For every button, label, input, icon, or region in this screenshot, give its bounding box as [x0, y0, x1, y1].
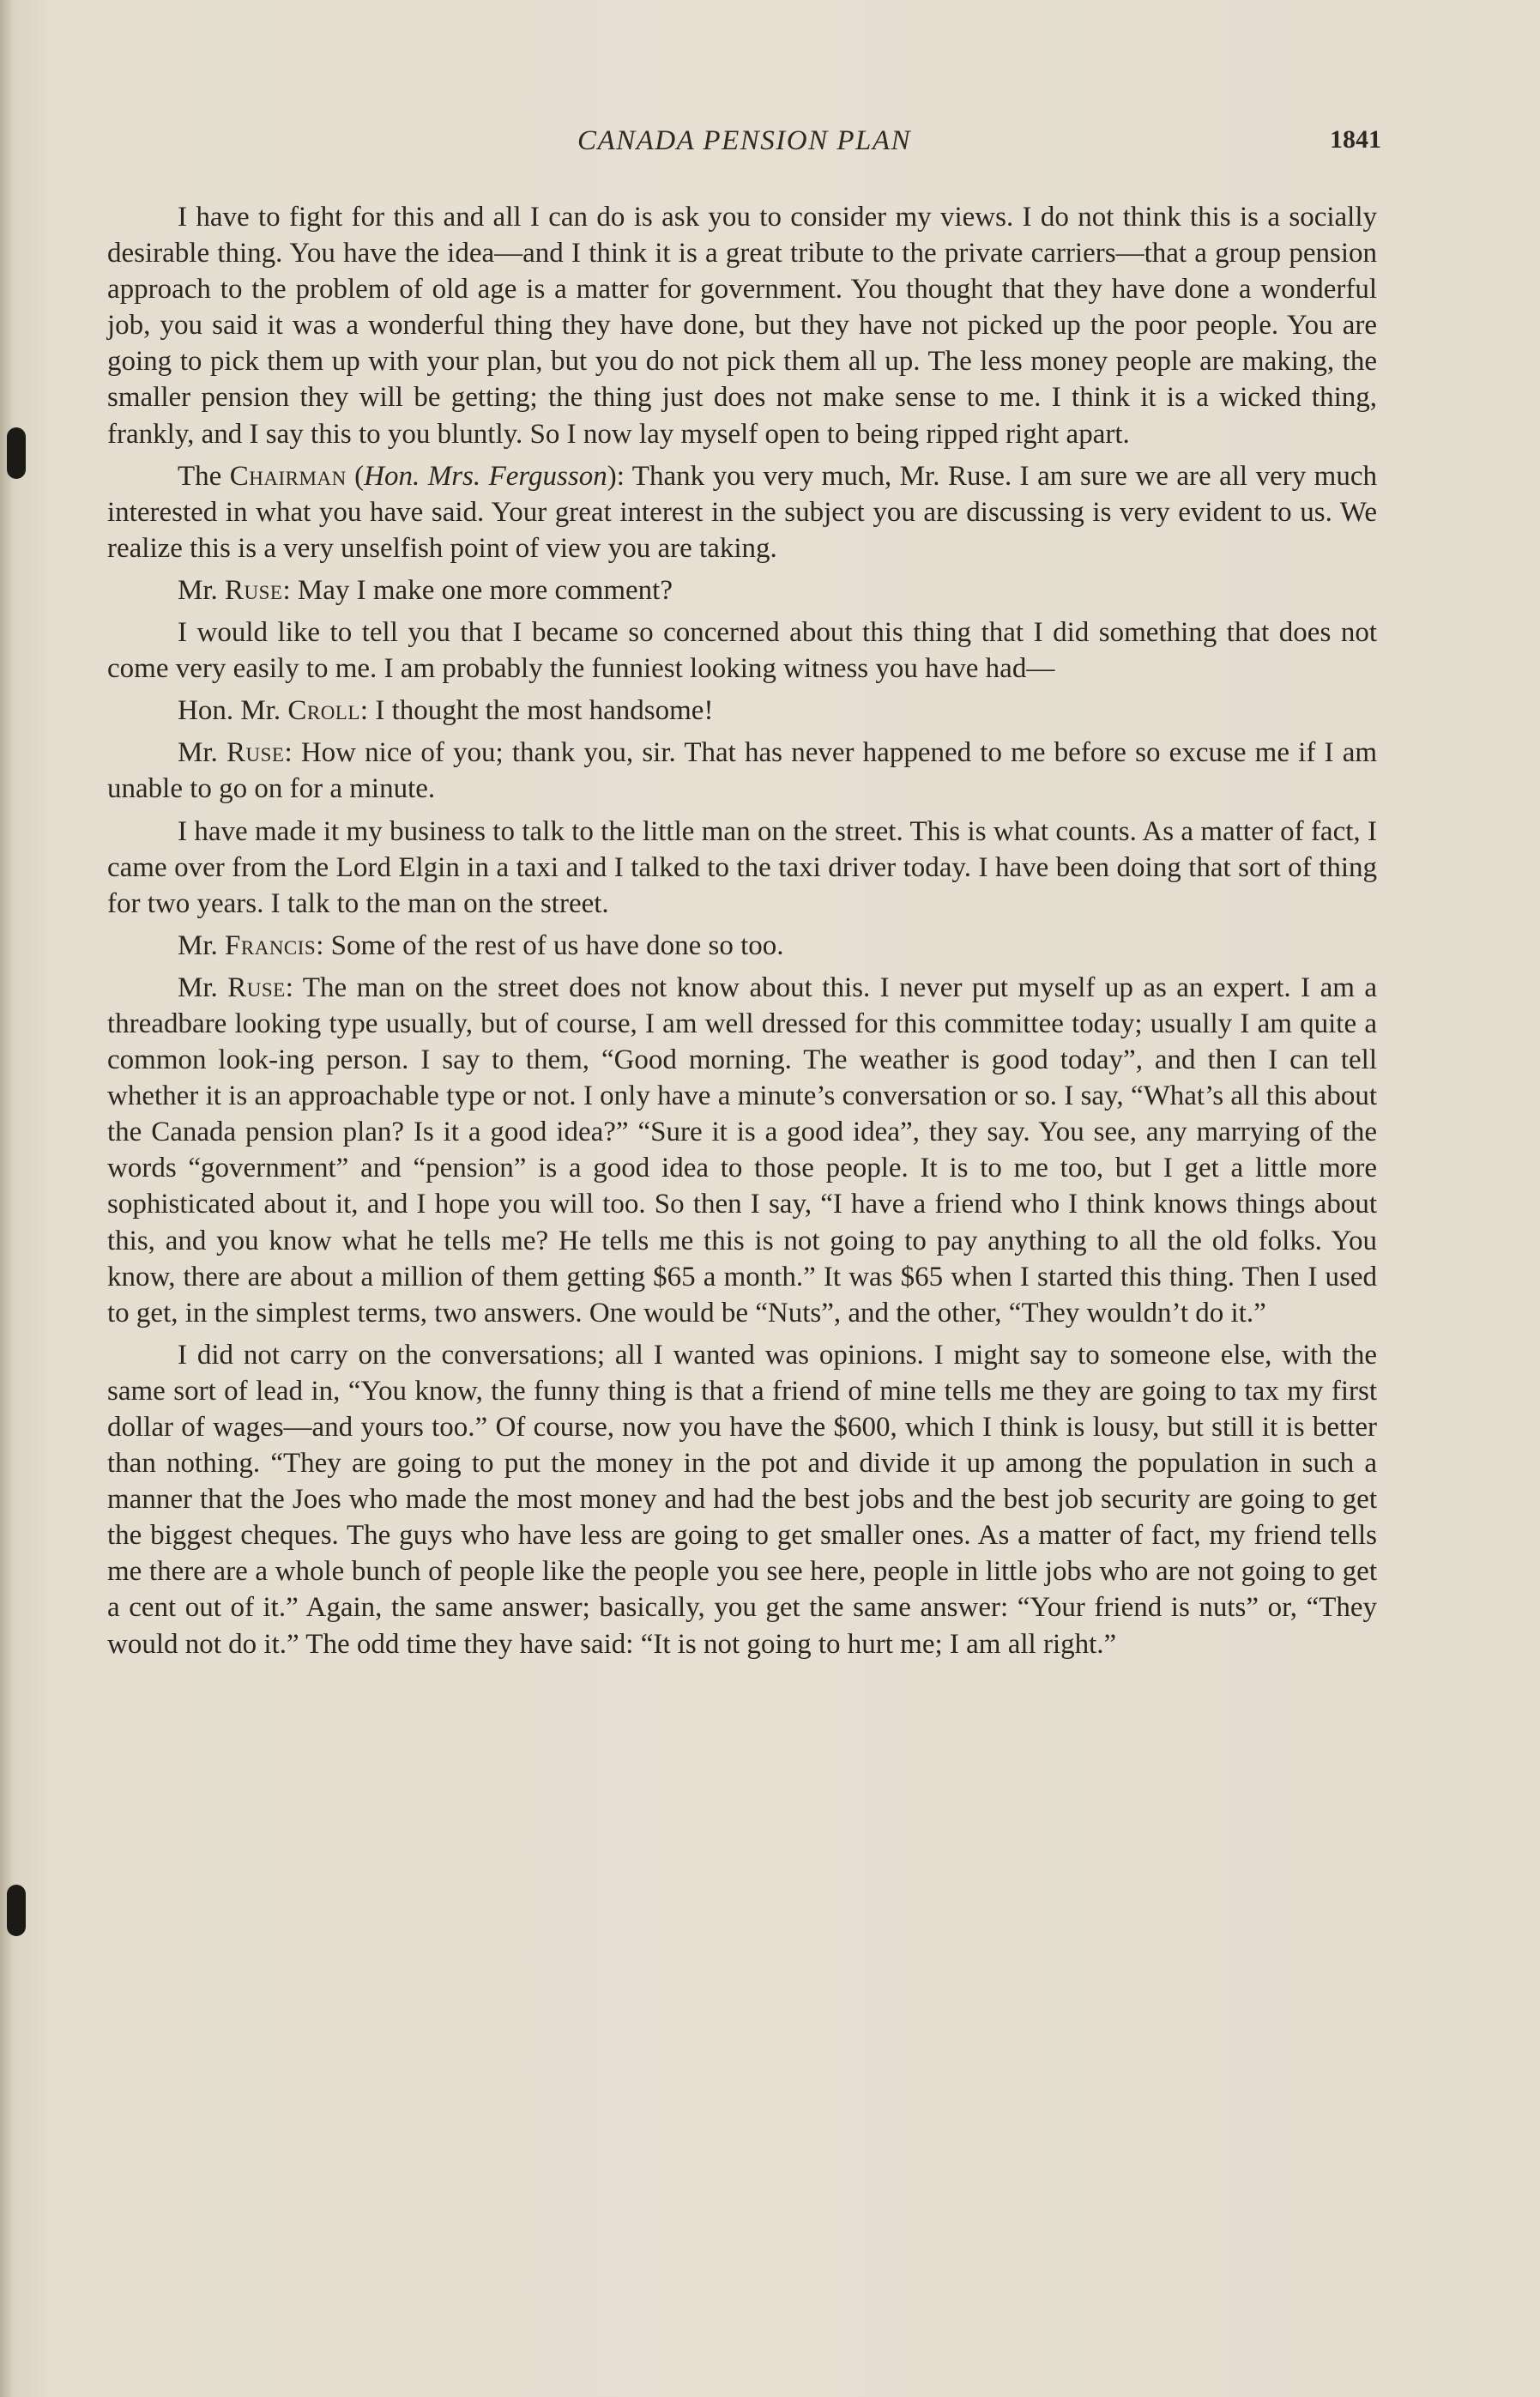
speaker-prefix: Mr.: [178, 929, 226, 961]
paragraph-10: [107, 1337, 1377, 1662]
speaker-prefix: The: [178, 460, 230, 492]
speaker-name: Ruse: [226, 737, 285, 769]
paragraph-7: [107, 814, 1377, 922]
transcript-body: [107, 199, 1377, 1668]
speaker-note-open: (: [346, 460, 365, 492]
speaker-name: Francis: [225, 929, 317, 961]
paragraph-6: [107, 735, 1377, 807]
running-title: CANADA PENSION PLAN: [577, 125, 912, 156]
paragraph-9: [107, 970, 1377, 1331]
speaker-note: Hon. Mrs. Fergusson: [364, 460, 607, 492]
speaker-prefix: Mr.: [178, 972, 228, 1003]
speaker-colon: :: [284, 737, 301, 769]
page-header: [107, 125, 1381, 163]
speaker-prefix: Hon. Mr.: [178, 695, 288, 727]
paragraph-1: [107, 199, 1377, 452]
speaker-colon: :: [316, 929, 331, 961]
paragraph-text: May I make one more comment?: [297, 574, 673, 606]
paragraph-8: [107, 928, 1377, 964]
speaker-note-close: ):: [607, 460, 632, 492]
speaker-colon: :: [359, 695, 376, 727]
paragraph-text: I thought the most handsome!: [375, 695, 714, 727]
paragraph-4: [107, 614, 1377, 687]
paragraph-5: [107, 693, 1377, 729]
paragraph-text: How nice of you; thank you, sir. That has never happened to me before so excuse me if I am unable to go on for a minute.: [107, 737, 1378, 805]
paragraph-text: I did not carry on the conversations; all I wanted was opinions. I might say to someone else, with the same sort of lead in, “You know, the funny thing is that a friend of mine tells me they are going to tax my first dollar of wages—and yours too.” Of course, now you have the $600, which I think is lousy, but still it is better than nothing. “They are going to put the money in the pot and divide it up among the population in such a manner that the Joes who made the most money and had the best jobs and the best job security are going to get the biggest cheques. The guys who have less are going to get smaller ones. As a matter of fact, my friend tells me there are a whole bunch of people like the people you see here, people in little jobs who are not going to get a cent out of it.” Again, the same answer; basically, you get the same answer: “Your friend is nuts” or, “They would not do it.” The odd time they have said: “It is not going to hurt me; I am all right.”: [107, 1339, 1377, 1660]
paragraph-text: Some of the rest of us have done so too.: [330, 929, 784, 961]
paragraph-text: Thank you very much, Mr. Ruse. I am sure we are all very much interested in what you have said. Your great interest in the subject you are discussing is very evident to us. We realize this is a very unselfish point of view you are taking.: [107, 460, 1378, 564]
speaker-name: Chairman: [229, 460, 347, 492]
paragraph-text: I have to fight for this and all I can do is ask you to consider my views. I do not think this is a socially desirable thing. You have the idea—and I think it is a great tribute to the private carriers—that a group pension approach to the problem of old age is a matter for government. You thought that they have done a wonderful job, you said it was a wonderful thing they have done, but they have not picked up the poor people. You are going to pick them up with your plan, but you do not pick them all up. The less money people are making, the smaller pension they will be getting; the thing just does not make sense to me. I think it is a wicked thing, frankly, and I say this to you bluntly. So I now lay myself open to being ripped right apart.: [107, 202, 1377, 450]
speaker-colon: :: [282, 574, 298, 606]
speaker-prefix: Mr.: [178, 737, 226, 769]
paragraph-text: The man on the street does not know about this. I never put myself up as an expert. I am a threadbare looking type usually, but of course, I am well dressed for this committee today; usually I am quite a common look-ing person. I say to them, “Good morning. The weather is good today”, and then I can tell whether it is an approachable type or not. I only have a minute’s conversation or so. I say, “What’s all this about the Canada pension plan? Is it a good idea?” “Sure it is a good idea”, they say. You see, any marrying of the words “government” and “pension” is a good idea to those people. It is to me too, but I get a little more sophisticated about it, and I hope you will too. So then I say, “I have a friend who I think knows things about this, and you know what he tells me? He tells me this is not going to pay anything to all the old folks. You know, there are about a million of them getting $65 a month.” It was $65 when I started this thing. Then I used to get, in the simplest terms, two answers. One would be “Nuts”, and the other, “They wouldn’t do it.”: [107, 972, 1378, 1329]
binding-edge: [0, 0, 12, 2397]
paragraph-text: I would like to tell you that I became so concerned about this thing that I did something that does not come very easily to me. I am probably the funniest looking witness you have had—: [107, 617, 1377, 685]
binder-hole-top: [7, 427, 26, 479]
paragraph-3: [107, 572, 1377, 608]
speaker-colon: :: [285, 972, 303, 1003]
page-number: 1841: [1330, 125, 1381, 154]
speaker-name: Ruse: [227, 972, 286, 1003]
binder-hole-bottom: [7, 1885, 26, 1936]
paragraph-2: [107, 458, 1377, 566]
speaker-name: Ruse: [225, 574, 283, 606]
paragraph-text: I have made it my business to talk to the little man on the street. This is what counts. As a matter of fact, I came over from the Lord Elgin in a taxi and I talked to the taxi driver today. I have been doing that sort of thing for two years. I talk to the man on the street.: [107, 815, 1377, 919]
speaker-name: Croll: [287, 695, 360, 727]
speaker-prefix: Mr.: [178, 574, 226, 606]
